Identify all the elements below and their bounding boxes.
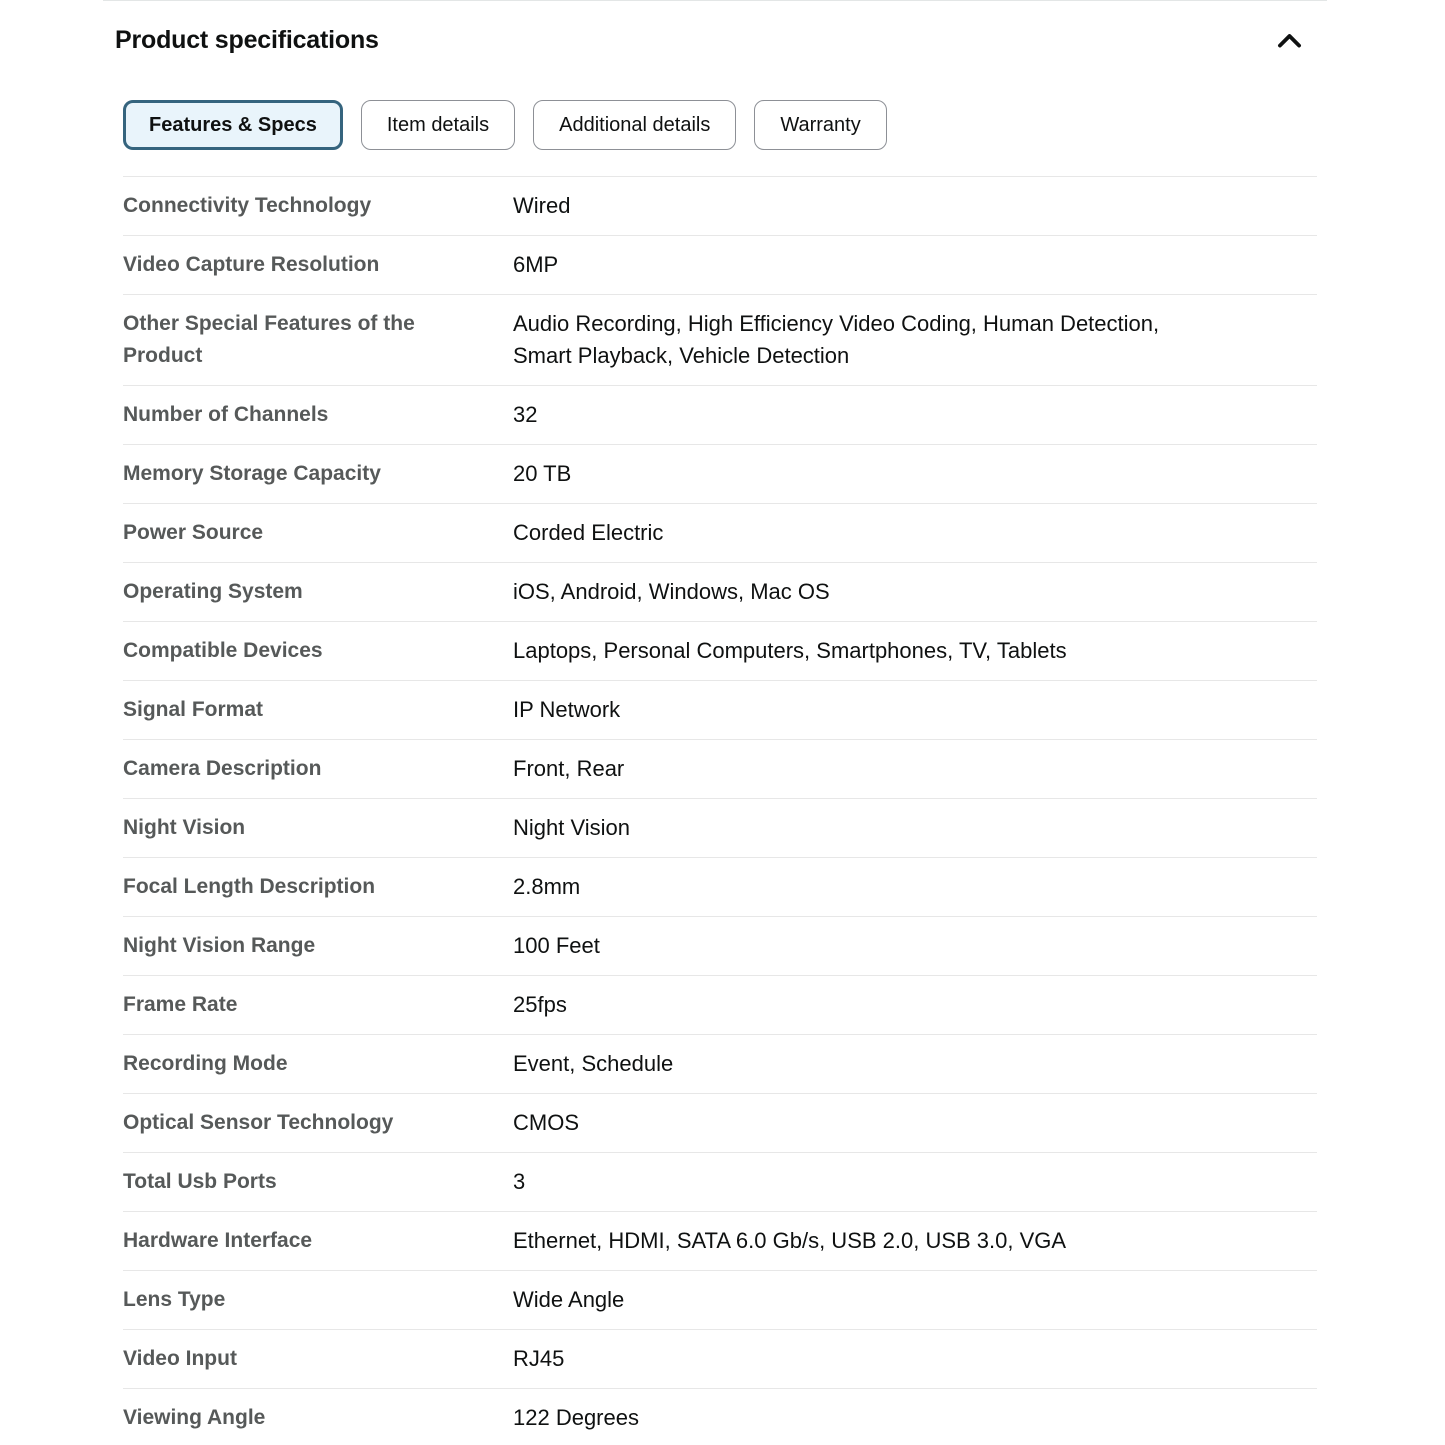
spec-value: 6MP [513, 252, 559, 277]
spec-value: Event, Schedule [513, 1051, 674, 1076]
spec-row [123, 1152, 1317, 1211]
spec-label: Compatible Devices [123, 639, 323, 662]
spec-row [123, 235, 1317, 294]
spec-row [123, 680, 1317, 739]
spec-row [123, 1329, 1317, 1388]
spec-value: Front, Rear [513, 756, 625, 781]
spec-label: Recording Mode [123, 1052, 288, 1075]
spec-value: Wide Angle [513, 1287, 625, 1312]
spec-label: Power Source [123, 521, 264, 544]
spec-label: Hardware Interface [123, 1229, 313, 1252]
spec-value: 2.8mm [513, 874, 581, 899]
spec-label: Number of Channels [123, 403, 329, 426]
spec-label: Signal Format [123, 698, 264, 721]
spec-value: RJ45 [513, 1346, 565, 1371]
spec-row [123, 1388, 1317, 1445]
spec-value: iOS, Android, Windows, Mac OS [513, 579, 830, 604]
spec-label: Connectivity Technology [123, 194, 372, 217]
spec-label: Total Usb Ports [123, 1170, 277, 1193]
section-title: Product specifications [115, 26, 379, 54]
spec-row [123, 176, 1317, 235]
spec-row [123, 503, 1317, 562]
spec-label: Memory Storage Capacity [123, 462, 381, 485]
spec-label: Lens Type [123, 1288, 226, 1311]
spec-row [123, 562, 1317, 621]
spec-value: Audio Recording, High Efficiency Video Coding, Human Detection, Smart Playback, Vehicle Detection [513, 311, 1160, 368]
spec-row [123, 798, 1317, 857]
spec-row [123, 294, 1317, 385]
spec-tab-bar [123, 100, 1327, 150]
spec-value: 3 [513, 1169, 526, 1194]
spec-row [123, 1093, 1317, 1152]
spec-value: 32 [513, 402, 538, 427]
spec-label: Video Capture Resolution [123, 253, 380, 276]
spec-label: Night Vision [123, 816, 246, 839]
spec-table [123, 176, 1317, 1445]
spec-row [123, 1034, 1317, 1093]
spec-label: Operating System [123, 580, 303, 603]
tab-warranty[interactable]: Warranty [754, 100, 886, 150]
spec-value: Corded Electric [513, 520, 664, 545]
spec-row [123, 385, 1317, 444]
spec-label: Camera Description [123, 757, 322, 780]
spec-row [123, 739, 1317, 798]
spec-row [123, 444, 1317, 503]
product-specifications-widget [103, 0, 1327, 1445]
spec-value: 122 Degrees [513, 1405, 639, 1430]
tab-features-specs[interactable]: Features & Specs [123, 100, 343, 150]
spec-row [123, 621, 1317, 680]
spec-label: Focal Length Description [123, 875, 376, 898]
spec-label: Viewing Angle [123, 1406, 266, 1429]
tab-additional-details[interactable]: Additional details [533, 100, 736, 150]
spec-value: 100 Feet [513, 933, 600, 958]
collapse-section-button[interactable] [1271, 23, 1307, 57]
spec-label: Night Vision Range [123, 934, 316, 957]
spec-row [123, 916, 1317, 975]
spec-value: Wired [513, 193, 571, 218]
spec-label: Video Input [123, 1347, 237, 1370]
chevron-up-icon [1276, 28, 1303, 53]
spec-value: Ethernet, HDMI, SATA 6.0 Gb/s, USB 2.0, USB 3.0, VGA [513, 1228, 1067, 1253]
tab-item-details[interactable]: Item details [361, 100, 515, 150]
spec-value: CMOS [513, 1110, 579, 1135]
spec-value: 25fps [513, 992, 567, 1017]
spec-value: IP Network [513, 697, 621, 722]
spec-label: Optical Sensor Technology [123, 1111, 394, 1134]
spec-label: Other Special Features of the Product [123, 312, 415, 367]
spec-row [123, 975, 1317, 1034]
spec-label: Frame Rate [123, 993, 238, 1016]
spec-value: Laptops, Personal Computers, Smartphones, TV, Tablets [513, 638, 1067, 663]
spec-row [123, 857, 1317, 916]
spec-row [123, 1211, 1317, 1270]
spec-value: Night Vision [513, 815, 630, 840]
spec-row [123, 1270, 1317, 1329]
spec-value: 20 TB [513, 461, 572, 486]
